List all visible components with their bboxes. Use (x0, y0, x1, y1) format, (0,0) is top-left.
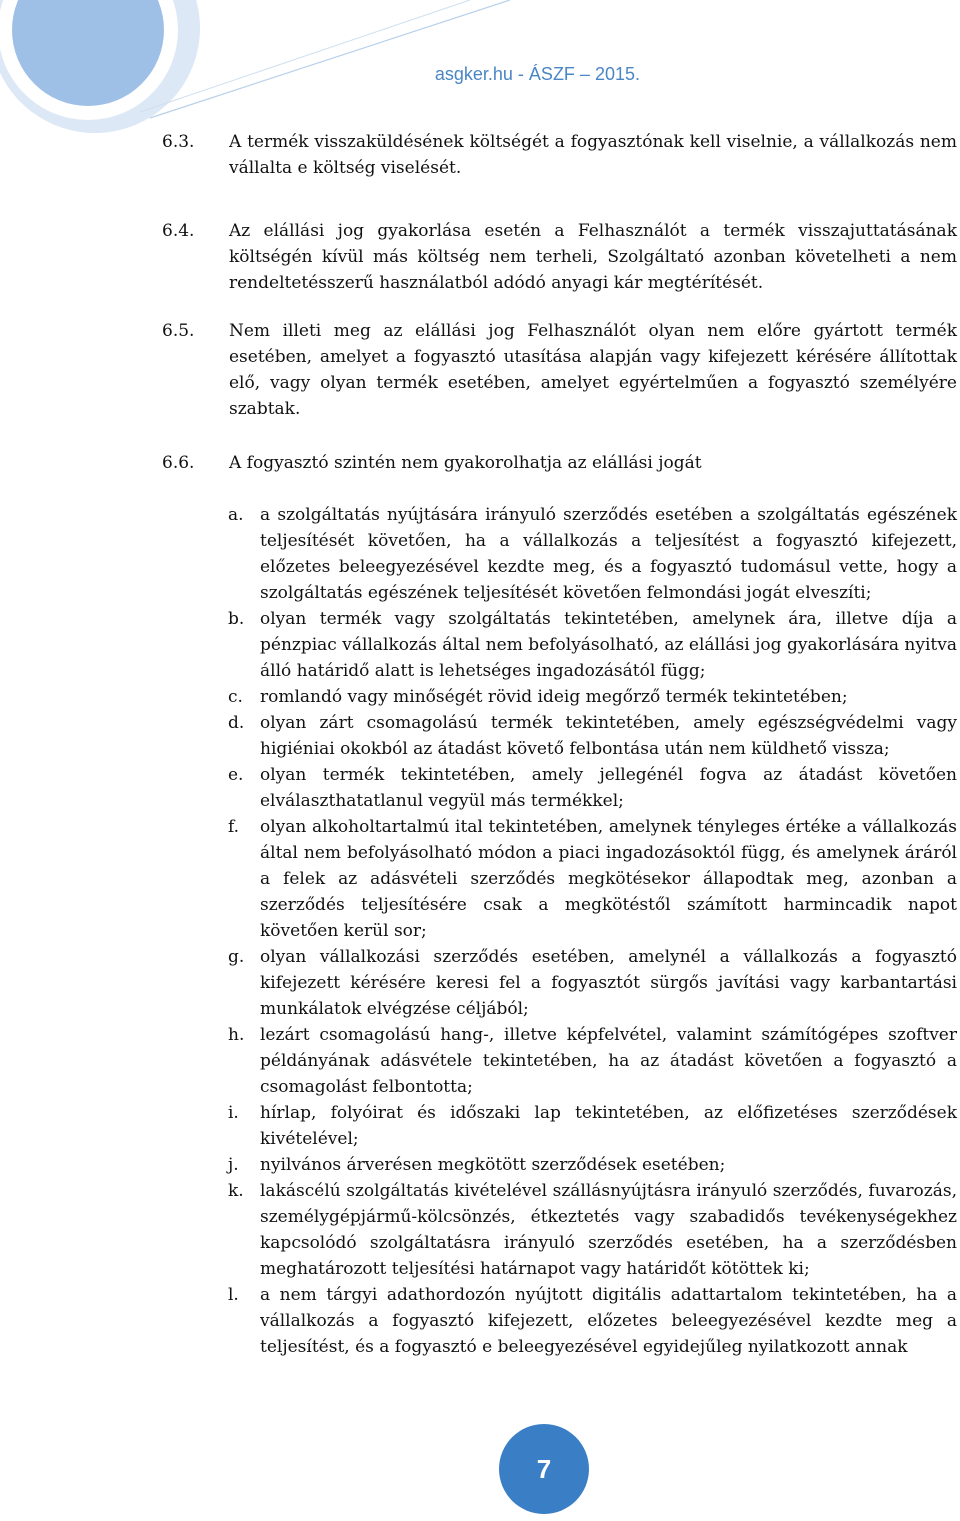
list-item-text: lakáscélú szolgáltatás kivételével szállásnyújtásra irányuló szerződés, fuvarozás, személygépjármű-kölcsönzés, étkeztetés vagy szabadidős tevékenységekhez kapcsolódó szolgáltatásra irányuló szerződés esetében, ha a szerződésben meghatározott teljesítési határnapot vagy határidőt kötöttek ki; (260, 1181, 957, 1279)
list-item-letter: b. (228, 609, 245, 629)
section-number: 6.3. (162, 132, 195, 152)
section-text: A fogyasztó szintén nem gyakorolhatja az elállási jogát (229, 453, 702, 473)
list-item-text: olyan alkoholtartalmú ital tekintetében, amelynek tényleges értéke a vállalkozás által nem befolyásolható módon a piaci ingadozásoktól függ, és amelynek áráról a felek az adásvételi szerződés megkötésekor állapodtak meg, azonban a szerződés teljesítésére csak a megkötéstől számított harmincadik napot követően kerül sor; (260, 817, 957, 941)
list-item (228, 1178, 957, 1282)
list-item (228, 814, 957, 944)
list-item (228, 944, 957, 1022)
list-item-letter: f. (228, 817, 240, 837)
list-item (228, 1022, 957, 1100)
list-item-text: olyan termék tekintetében, amely jellegénél fogva az átadást követően elválaszthatatlanul vegyül más termékkel; (260, 765, 957, 811)
list-item (228, 1152, 957, 1178)
list-item-letter: i. (228, 1103, 239, 1123)
list-item-letter: h. (228, 1025, 245, 1045)
section-text: Nem illeti meg az elállási jog Felhasználót olyan nem előre gyártott termék esetében, amelyet a fogyasztó utasítása alapján vagy kifejezett kérésére állítottak elő, vagy olyan termék esetében, amelyet egyértelműen a fogyasztó személyére szabtak. (229, 321, 957, 419)
section-6-5 (162, 318, 957, 422)
exceptions-list (228, 502, 957, 1360)
list-item (228, 606, 957, 684)
list-item (228, 1282, 957, 1360)
section-6-3 (162, 129, 957, 181)
list-item-letter: c. (228, 687, 243, 707)
list-item-letter: j. (228, 1155, 239, 1175)
list-item-text: hírlap, folyóirat és időszaki lap tekintetében, az előfizetéses szerződések kivételével; (260, 1103, 957, 1149)
list-item-letter: g. (228, 947, 245, 967)
list-item-letter: a. (228, 505, 244, 525)
list-item-text: a nem tárgyi adathordozón nyújtott digitális adattartalom tekintetében, ha a vállalkozás a fogyasztó kifejezett, előzetes beleegyezésével kezdte meg a teljesítést, és a fogyasztó e beleegyezésével egyidejűleg nyilatkozott annak (260, 1285, 957, 1357)
list-item (228, 762, 957, 814)
section-6-6 (162, 450, 957, 476)
header-text: asgker.hu - ÁSZF – 2015. (434, 64, 640, 84)
list-item-text: nyilvános árverésen megkötött szerződések esetében; (260, 1155, 726, 1175)
list-item (228, 710, 957, 762)
list-item (228, 502, 957, 606)
section-number: 6.6. (162, 453, 195, 473)
list-item (228, 684, 957, 710)
list-item-letter: l. (228, 1285, 239, 1305)
list-item-letter: d. (228, 713, 245, 733)
list-item (228, 1100, 957, 1152)
section-number: 6.5. (162, 321, 195, 341)
list-item-text: olyan vállalkozási szerződés esetében, amelynél a vállalkozás a fogyasztó kifejezett kérésére keresi fel a fogyasztót sürgős javítási vagy karbantartási munkálatok elvégzése céljából; (260, 947, 957, 1019)
list-item-text: romlandó vagy minőségét rövid ideig megőrző termék tekintetében; (260, 687, 848, 707)
section-text: Az elállási jog gyakorlása esetén a Felhasználót a termék visszajuttatásának költségén kívül más költség nem terheli, Szolgáltató azonban követelheti a nem rendeltetésszerű használatból adódó anyagi kár megtérítését. (229, 221, 957, 293)
list-item-text: lezárt csomagolású hang-, illetve képfelvétel, valamint számítógépes szoftver példányának adásvétele tekintetében, ha az átadást követően a fogyasztó a csomagolást felbontotta; (260, 1025, 957, 1097)
page-number: 7 (499, 1424, 589, 1514)
list-item-text: a szolgáltatás nyújtására irányuló szerződés esetében a szolgáltatás egészének teljesítését követően, ha a vállalkozás a teljesítést a fogyasztó kifejezett, előzetes beleegyezésével kezdte meg, és a fogyasztó tudomásul vette, hogy a szolgáltatás egészének teljesítését követően felmondási jogát elveszíti; (260, 505, 957, 603)
list-item-letter: k. (228, 1181, 244, 1201)
list-item-text: olyan zárt csomagolású termék tekintetében, amely egészségvédelmi vagy higiéniai okokból az átadást követő felbontása után nem küldhető vissza; (260, 713, 957, 759)
list-item-text: olyan termék vagy szolgáltatás tekintetében, amelynek ára, illetve díja a pénzpiac vállalkozás által nem befolyásolható, az elállási jog gyakorlására nyitva álló határidő alatt is lehetséges ingadozásától függ; (260, 609, 957, 681)
section-text: A termék visszaküldésének költségét a fogyasztónak kell viselnie, a vállalkozás nem vállalta e költség viselését. (229, 132, 957, 178)
section-number: 6.4. (162, 221, 195, 241)
list-item-letter: e. (228, 765, 244, 785)
section-6-4 (162, 218, 957, 296)
